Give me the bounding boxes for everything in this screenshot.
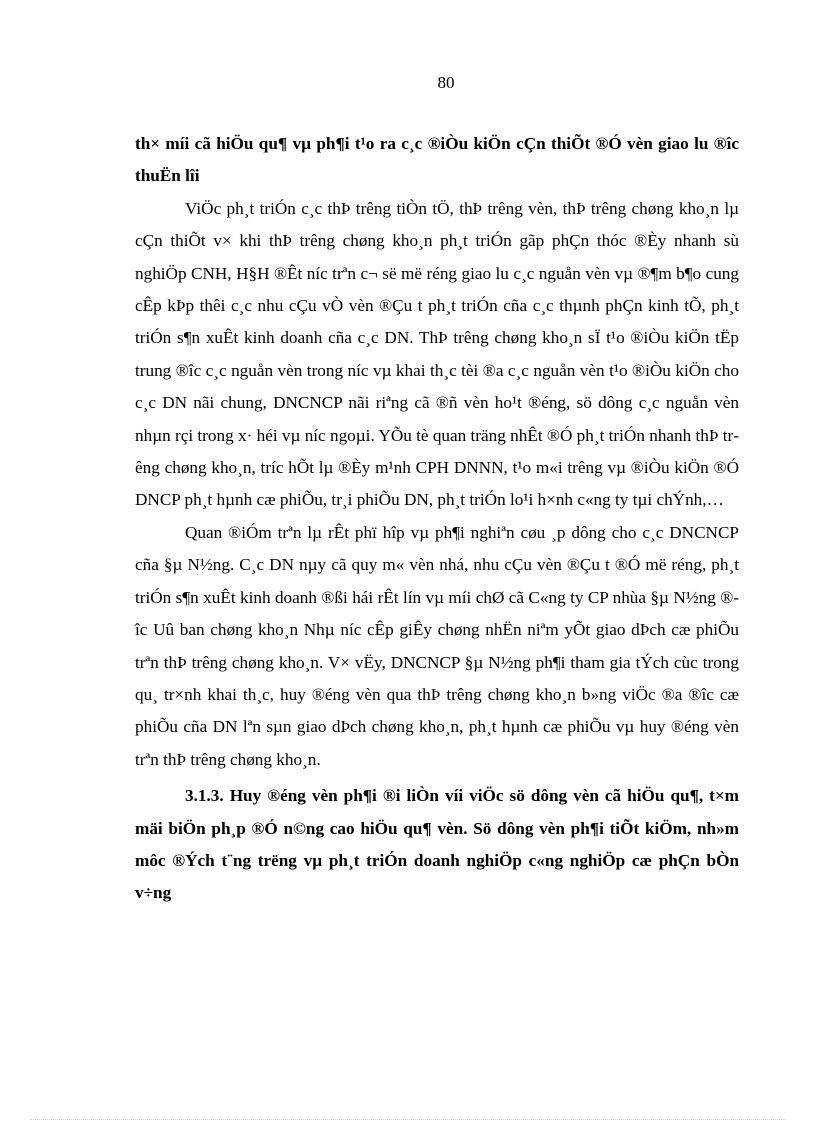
page-number: 80	[437, 73, 455, 92]
section-heading-3-1-3: 3.1.3. Huy ®éng vèn ph¶i ®i liÒn víi viÖc sö dông vèn cã hiÖu qu¶, t×m mäi biÖn ph¸p ®Ó n©ng cao hiÖu qu¶ vèn. Sö dông vèn ph¶i tiÕt kiÖm, nh»m môc ®Ých t¨ng trëng vµ ph¸t triÓn doanh nghiÖp c«ng nghiÖp cæ phÇn bÒn v÷ng	[135, 786, 739, 903]
paragraph-continuation: th× míi cã hiÖu qu¶ vµ ph¶i t¹o ra c¸c ®iÒu kiÖn cÇn thiÕt ®Ó vèn giao lu ®îc thuËn lîi	[135, 134, 739, 186]
page-bottom-divider	[30, 1119, 786, 1120]
paragraph-da-nang-application: Quan ®iÓm trªn lµ rÊt phï hîp vµ ph¶i nghiªn cøu ¸p dông cho c¸c DNCNCP cña §µ N½ng. C¸c DN nµy cã quy m« vèn nhá, nhu cÇu vèn ®Çu t ®Ó më réng, ph¸t triÓn s¶n xuÊt kinh doanh ®ßi hái rÊt lín vµ míi chØ cã C«ng ty CP nhùa §µ N½ng ®îc Uû ban chøng kho¸n Nhµ níc cÊp giÊy chøng nhËn niªm yÕt giao dÞch cæ phiÕu trªn thÞ trêng chøng kho¸n. V× vËy, DNCNCP §µ N½ng ph¶i tham gia tÝch cùc trong qu¸ tr×nh khai th¸c, huy ®éng vèn qua thÞ trêng chøng kho¸n b»ng viÖc ®a ®îc cæ phiÕu cña DN lªn sµn giao dÞch chøng kho¸n, ph¸t hµnh cæ phiÕu vµ huy ®éng vèn trªn thÞ trêng chøng kho¸n.	[135, 522, 739, 769]
document-body	[135, 128, 739, 910]
paragraph-stock-market-development: ViÖc ph¸t triÓn c¸c thÞ trêng tiÒn tÖ, thÞ trêng vèn, thÞ trêng chøng kho¸n lµ cÇn thiÕt v× khi thÞ trêng chøng kho¸n ph¸t triÓn gãp phÇn thóc ®Èy nhanh sù nghiÖp CNH, H§H ®Êt níc trªn c¬ së më réng giao lu c¸c nguån vèn vµ ®¶m b¶o cung cÊp kÞp thêi c¸c nhu cÇu vÒ vèn ®Çu t ph¸t triÓn cña c¸c thµnh phÇn kinh tÕ, ph¸t triÓn s¶n xuÊt kinh doanh cña c¸c DN. ThÞ trêng chøng kho¸n sÏ t¹o ®iÒu kiÖn tËp trung ®îc c¸c nguån vèn trong níc vµ khai th¸c tèi ®a c¸c nguån vèn t¹o ®iÒu kiÖn cho c¸c DN nãi chung, DNCNCP nãi riªng cã ®ñ vèn ho¹t ®éng, sö dông c¸c nguån vèn nhµn rçi trong x· héi vµ níc ngoµi. YÕu tè quan träng nhÊt ®Ó ph¸t triÓn nhanh thÞ trêng chøng kho¸n, tríc hÕt lµ ®Èy m¹nh CPH DNNN, t¹o m«i trêng vµ ®iÒu kiÖn ®Ó DNCP ph¸t hµnh cæ phiÕu, tr¸i phiÕu DN, ph¸t triÓn lo¹i h×nh c«ng ty tµi chÝnh,…	[135, 198, 739, 510]
